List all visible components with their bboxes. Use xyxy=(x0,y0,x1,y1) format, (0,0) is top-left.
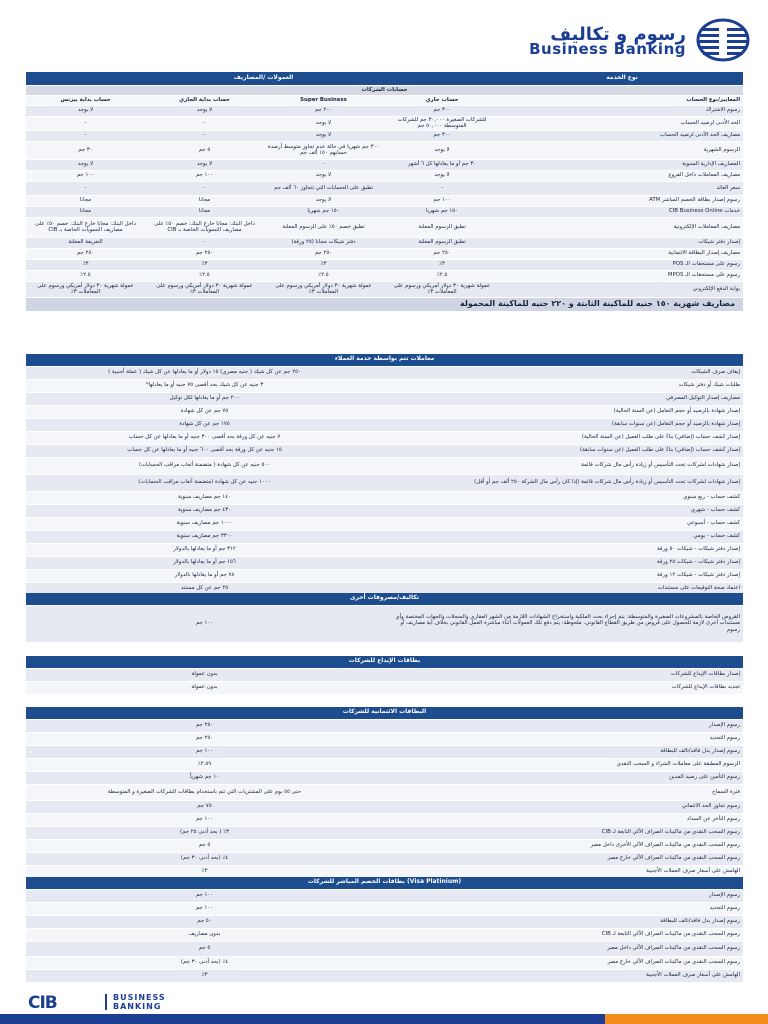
row-value: لا يوجد xyxy=(145,105,264,116)
row-value: عمولة شهرية ٣٠ دولار أمريكي ورسوم على المعاملات ٣٪ xyxy=(383,281,501,297)
row-label: فترة السماح xyxy=(383,784,743,800)
table-row xyxy=(26,270,743,281)
row-label: كشف حساب - شهري xyxy=(383,504,743,517)
row-value: لا يوجد xyxy=(264,116,383,130)
row-value: - xyxy=(145,237,264,248)
table-row xyxy=(26,159,743,170)
row-label: إصدار دفتر شيكات - شيكات ٥٠ ورقة xyxy=(383,543,743,556)
row-label: رسوم السحب النقدي من ماكينات الصراف الآلي خارج مصر xyxy=(383,852,743,865)
credit-cards-title: البطاقات الائتمانية للشركات xyxy=(26,707,743,719)
row-label: كشف حساب - أسبوعي xyxy=(383,517,743,530)
row-label: إصدار شهادات لشركات تحت التأسيس أو زيادة رأس مال شركات قائمة (إذا كان رأس مال الشركة ٢٥٠ ألف جم أو أقل) xyxy=(383,474,743,491)
table-row xyxy=(26,530,743,543)
row-value: ٥ جم xyxy=(145,141,264,159)
row-value: ١٧٥ جم عن كل شهادة xyxy=(26,418,383,431)
row-label: الرسوم الشهرية xyxy=(501,141,743,159)
row-label: مصاريف إصدار التوكيل المصرفي xyxy=(383,392,743,405)
row-value: داخل البنك: مجانا خارج البنك: خصم ٥٠٪ على مصاريف التسويات الخاصة بـ CIB xyxy=(26,217,145,237)
row-value: ٢٠٠ جم xyxy=(264,105,383,116)
table-row xyxy=(26,719,743,732)
row-value: تطبق الرسوم المعلنة xyxy=(383,217,501,237)
table-row xyxy=(26,217,743,237)
row-value: - xyxy=(26,130,145,141)
other-costs-title: تكاليف/مصروفات أخرى xyxy=(26,593,743,605)
row-value: ٣٣٠٠ جم مصاريف سنوية xyxy=(26,530,383,543)
table-row xyxy=(26,474,743,491)
title-english: Business Banking xyxy=(529,40,686,58)
row-value: ٢.٥٩٪ xyxy=(26,758,383,771)
row-label: إصدار كشف حساب (إضافي) بناءً على طلب العميل (عن سنوات سابقة) xyxy=(383,444,743,457)
row-label: إصدار شهادة بالرصيد أو حجم التعامل (عن سنوات سابقة) xyxy=(383,418,743,431)
row-value: ٧ جنيه عن كل ورقة بحد أقصى ٣٠٠ جنيه أو ما يعادلها عن كل حساب xyxy=(26,431,383,444)
row-value: ٤٣٠ جم مصاريف سنوية xyxy=(26,504,383,517)
row-value: دفتر شيكات مجانا (٢٥ ورقة) xyxy=(264,237,383,248)
table-row xyxy=(26,491,743,504)
row-value: ١٠ جم شهرياً xyxy=(26,771,383,784)
row-value: ١٥٠ جم شهريا xyxy=(264,206,383,217)
row-value: بدون عمولة xyxy=(26,681,383,694)
row-value: لا يوجد xyxy=(264,130,383,141)
table-row xyxy=(26,366,743,379)
row-value: داخل البنك: مجانا خارج البنك: خصم ٥٠٪ على مصاريف التسويات الخاصة بـ CIB xyxy=(145,217,264,237)
row-label: مصاريف إصدار البطاقة الائتمانية xyxy=(501,248,743,259)
table-row xyxy=(26,181,743,195)
row-value: ٣٪ xyxy=(26,969,383,982)
row-value: لا يوجد xyxy=(145,159,264,170)
row-label: رسوم إصدار بطاقة الخصم المباشر ATM xyxy=(501,195,743,206)
row-value: - xyxy=(26,116,145,130)
row-value: - xyxy=(264,159,383,170)
customer-service-section xyxy=(26,354,743,596)
col-header-bedaya-current: حساب بداية الجاري xyxy=(145,95,264,105)
row-value: ٢٥٠ جم عن كل شيك ( جنيه مصري) ١٥ دولار أو ما يعادلها عن كل شيك ( عملة أجنبية ) xyxy=(26,366,383,379)
row-label: رسوم التأمين على رصيد المدين xyxy=(383,771,743,784)
table-row xyxy=(26,902,743,915)
table-row xyxy=(26,237,743,248)
page-header xyxy=(0,0,768,70)
deposit-cards-title: بطاقات الإيداع للشركات xyxy=(26,656,743,668)
row-label: رسوم الإصدار xyxy=(383,719,743,732)
table-row xyxy=(26,784,743,800)
row-label: الحد الأدنى لرصيد الحساب xyxy=(501,116,743,130)
table-row xyxy=(26,259,743,270)
legal-fee-value: ١٠٠ جم xyxy=(26,605,383,642)
row-label: إصدار دفتر شيكات - شيكات ٢٥ ورقة xyxy=(383,556,743,569)
row-value: ٣٪ xyxy=(383,259,501,270)
table-row xyxy=(26,379,743,392)
row-value: ٣٠٠ جم شهريا في حالة عدم تجاوز متوسط أرصدة حسابهم ١٥٠ ألف جم xyxy=(264,141,383,159)
row-value: ٢٥ جم عن كل مستند xyxy=(26,582,383,595)
table-row xyxy=(26,956,743,969)
table-row xyxy=(26,405,743,418)
row-value: ١٠٠٠ جم مصاريف سنوية xyxy=(26,517,383,530)
row-value: ٣٠٠ جم xyxy=(383,105,501,116)
row-value: مجانا xyxy=(26,195,145,206)
row-value: لا يوجد xyxy=(264,195,383,206)
table-row xyxy=(26,281,743,297)
table-row xyxy=(26,569,743,582)
table-row xyxy=(26,248,743,259)
row-label: سعر العائد xyxy=(501,181,743,195)
footer-logo xyxy=(28,993,238,1011)
row-label: إصدار شهادة بالرصيد أو حجم التعامل (عن السنة الحالية) xyxy=(383,405,743,418)
table-row xyxy=(26,889,743,902)
row-value: لا يوجد xyxy=(383,141,501,159)
row-value: عمولة شهرية ٣٠ دولار أمريكي ورسوم على المعاملات ٣٪ xyxy=(145,281,264,297)
row-value: ٧٨ جم أو ما يعادلها بالدولار xyxy=(26,569,383,582)
row-value: ١٥٠ جم شهريا xyxy=(383,206,501,217)
pos-fees-note: مصاريف شهرية ١٥٠ جنيه للماكينة الثابتة و ٢٢٠ جنيه للماكينة المحمولة xyxy=(26,297,743,311)
row-value: ١٠٠ جم xyxy=(26,813,383,826)
footer-stripe-blue xyxy=(0,1014,605,1024)
table-row xyxy=(26,745,743,758)
table-row xyxy=(26,195,743,206)
row-label: تجديد بطاقات الإيداع للشركات xyxy=(383,681,743,694)
table-row xyxy=(26,517,743,530)
row-value: ١٠٠ جم xyxy=(26,889,383,902)
table-row xyxy=(26,852,743,865)
row-value: ٣٠٠ جم xyxy=(383,130,501,141)
table-row xyxy=(26,813,743,826)
row-value: ٣ جنيه عن كل شيك بحد أقصى ٧٥ جنيه أو ما يعادلها* xyxy=(26,379,383,392)
row-value: ١٥ جنيه عن كل ورقة بحد أقصى ٦٠٠ جنيه أو ما يعادلها عن كل حساب xyxy=(26,444,383,457)
row-label: إصدار بطاقات الإيداع للشركات xyxy=(383,668,743,681)
table-row xyxy=(26,392,743,405)
title-arabic: رسوم و تكاليف xyxy=(550,24,686,45)
row-value: ٣٪ ( بحد أدنى ٢٥ جم) xyxy=(26,826,383,839)
row-value: ١٤٠ جم مصاريف سنوية xyxy=(26,491,383,504)
table-row xyxy=(26,800,743,813)
row-value: ٥٠ جم xyxy=(26,915,383,928)
row-label: رسوم على مستحقات الـ MPOS xyxy=(501,270,743,281)
row-value: ١٠٠ جم xyxy=(26,745,383,758)
row-label: طلبات شيك أو دفتر شيكات xyxy=(383,379,743,392)
row-value: التعريفة المعلنة xyxy=(26,237,145,248)
table-row xyxy=(26,668,743,681)
row-value: ١٠٠ جم xyxy=(26,902,383,915)
row-value: تطبق خصم ٥٠٪ على الرسوم المعلنة xyxy=(264,217,383,237)
row-value: ٢٥٠ جم xyxy=(145,248,264,259)
row-value: ٣٪ xyxy=(145,259,264,270)
table-row xyxy=(26,556,743,569)
cib-logo-text: CIB xyxy=(28,993,57,1013)
row-value: تطبق الرسوم المعلنة xyxy=(383,237,501,248)
row-value: - xyxy=(383,181,501,195)
row-value: - xyxy=(145,181,264,195)
row-value: عمولة شهرية ٣٠ دولار أمريكي ورسوم على المعاملات ٣٪ xyxy=(26,281,145,297)
row-value: ١٥٦ جم أو ما يعادلها بالدولار xyxy=(26,556,383,569)
row-value: لا يوجد xyxy=(26,105,145,116)
row-value: ٥ جم xyxy=(26,941,383,956)
table-row xyxy=(26,504,743,517)
row-label: رسوم السحب النقدي من ماكينات الصراف الآلي التابعة لـ CIB xyxy=(383,826,743,839)
row-label: رسوم التجديد xyxy=(383,732,743,745)
row-label: إصدار شهادات لشركات تحت التأسيس أو زيادة رأس مال شركات قائمة xyxy=(383,457,743,474)
row-value: ٤٪ (بحد أدنى ٣٠ جم) xyxy=(26,852,383,865)
row-value: عمولة شهرية ٣٠ دولار أمريكي ورسوم على المعاملات ٣٪ xyxy=(264,281,383,297)
row-label: كشف حساب - ربع سنوي xyxy=(383,491,743,504)
row-label: اعتماد صحة التوقيعات على مستندات xyxy=(383,582,743,595)
row-value: ٣١٢ جم أو ما يعادلها بالدولار xyxy=(26,543,383,556)
row-label: رسوم الإصدار xyxy=(383,889,743,902)
credit-cards-section xyxy=(26,707,743,879)
row-label: بوابة الدفع الإلكتروني xyxy=(501,281,743,297)
deposit-cards-section xyxy=(26,656,743,695)
row-value: ٢.٥٪ xyxy=(26,270,145,281)
row-label: رسوم السحب النقدي من ماكينات الصراف الآلي الأخرى داخل مصر xyxy=(383,839,743,852)
row-value: ١٠٠٠ جنيه عن كل شهادة (متضمنة أتعاب مراقب الحسابات) xyxy=(26,474,383,491)
row-label: خدمات CIB Business Online xyxy=(501,206,743,217)
table-row xyxy=(26,457,743,474)
row-value: ٢٥٠ جم xyxy=(26,248,145,259)
row-value: بدون مصاريف xyxy=(26,928,383,941)
footer-line2: BANKING xyxy=(113,1002,162,1011)
row-value: ١٠٠ جم xyxy=(383,195,501,206)
row-value: ٤٪ (بحد أدنى ٣٠ جم) xyxy=(26,956,383,969)
table-row xyxy=(26,839,743,852)
table-row xyxy=(26,928,743,941)
row-value: ٧٥ جم عن كل شهادة xyxy=(26,405,383,418)
col-header-criteria: المعايير/نوع الحساب xyxy=(501,95,743,105)
row-value: - xyxy=(145,116,264,130)
row-label: رسوم الاشتراك xyxy=(501,105,743,116)
row-label: إيقاف صرف الشيكات xyxy=(383,366,743,379)
row-label: إصدار دفتر شيكات - شيكات ١٢ ورقة xyxy=(383,569,743,582)
row-label: رسوم السحب النقدي من ماكينات الصراف الآلي داخل مصر xyxy=(383,941,743,956)
row-value: ٣٪ xyxy=(264,259,383,270)
table-row xyxy=(26,418,743,431)
other-costs-section xyxy=(26,593,743,643)
row-label: رسوم التجديد xyxy=(383,902,743,915)
corporate-accounts-title: حسابات الشركات xyxy=(26,85,743,95)
row-value: تطبق على الحسابات التي تتجاوز ٦٠ ألف جم xyxy=(264,181,383,195)
col-header-current-account: حساب جاري xyxy=(383,95,501,105)
row-label: رسوم إصدار بدل فاقد/تالف للبطاقة xyxy=(383,915,743,928)
debit-cards-section xyxy=(26,877,743,983)
row-label: الرسوم المطبقة على معاملات الشراء و السحب النقدي xyxy=(383,758,743,771)
row-value: ٥٠٠ جنيه عن كل شهادة ( متضمنة أتعاب مراقب الحسابات) xyxy=(26,457,383,474)
table-row xyxy=(26,444,743,457)
table-row xyxy=(26,543,743,556)
row-value: ٢٥٠ جم xyxy=(264,248,383,259)
col-header-bedaya-business: حساب بداية بيزنس xyxy=(26,95,145,105)
legal-fee-label: القروض الخاصة بالمشروعات الصغيرة والمتوسطة: يتم إجراء بحث الملكية واستخراج الشهادات اللازمة من الشهر العقاري والسجلات والجهات المختصة وأي مستندات أخرى لازمة للحصول على قروض من طريق القطاع القانوني. ملحوظة: يتم دفع تلك العمولات أثناء مباشرة العمل القانوني بخلاف أية مصاريف أو رسوم xyxy=(383,605,743,642)
table-row xyxy=(26,170,743,181)
debit-cards-title: بطاقات الخصم المباشر للشركات (Visa Platinium) xyxy=(26,877,743,889)
row-label: رسوم تجاوز الحد الائتماني xyxy=(383,800,743,813)
footer-brand-text xyxy=(113,993,166,1011)
row-value: ٢٥٠ جم xyxy=(26,732,383,745)
row-label: رسوم السحب النقدي من ماكينات الصراف الآلي خارج مصر xyxy=(383,956,743,969)
row-value: ٢.٥٪ xyxy=(145,270,264,281)
row-value: لا يوجد xyxy=(264,170,383,181)
table-row xyxy=(26,681,743,694)
service-type-header: نوع الخدمة xyxy=(501,72,743,85)
row-value: ٧٥ جم xyxy=(26,800,383,813)
row-value: ٣٠ جم xyxy=(26,141,145,159)
row-label: الهامش على أسعار صرف العملات الأجنبية xyxy=(383,969,743,982)
row-value: ١٠٠ جم xyxy=(145,170,264,181)
row-value: بدون عمولة xyxy=(26,668,383,681)
row-value: - xyxy=(145,130,264,141)
row-label: رسوم السحب النقدي من ماكينات الصراف الآلي التابعة لـ CIB xyxy=(383,928,743,941)
table-row xyxy=(26,141,743,159)
col-header-super-business: Super Business xyxy=(264,95,383,105)
table-row xyxy=(26,771,743,784)
row-label: إصدار دفتر شيكات xyxy=(501,237,743,248)
table-row xyxy=(26,732,743,745)
row-label: مصاريف الحد الأدنى لرصيد الحساب xyxy=(501,130,743,141)
table-row xyxy=(26,105,743,116)
row-value: مجانا xyxy=(26,206,145,217)
corporate-accounts-section xyxy=(26,72,743,312)
table-row xyxy=(26,206,743,217)
row-value: ٢.٥٪ xyxy=(264,270,383,281)
cib-emblem-icon xyxy=(696,18,750,62)
row-label: مصاريف المعاملات الإلكترونية xyxy=(501,217,743,237)
row-value: للشركات الصغيرة ٣٠,٠٠٠ جم للشركات المتوسطة ٥٠,٠٠٠ جم xyxy=(383,116,501,130)
row-value: ٢٠٠ جم أو ما يعادلها لكل توكيل xyxy=(26,392,383,405)
row-label: المصاريف الإدارية السنوية xyxy=(501,159,743,170)
row-value: ٣٠ جم أو ما يعادلها كل ٦ أشهر xyxy=(383,159,501,170)
row-value: ٢.٥٪ xyxy=(383,270,501,281)
row-value: - xyxy=(26,181,145,195)
row-value: ٢٥٠ جم xyxy=(26,719,383,732)
row-value: مجانا xyxy=(145,206,264,217)
fees-header: العمولات /المصاريف xyxy=(26,72,501,85)
footer-divider xyxy=(105,994,107,1010)
row-label: مصاريف المعاملات داخل الفروع xyxy=(501,170,743,181)
row-value: ٣٪ xyxy=(26,259,145,270)
row-label: رسوم إصدار بدل فاقد/تالف للبطاقة xyxy=(383,745,743,758)
table-row xyxy=(26,826,743,839)
row-label: رسوم التأخر عن السداد xyxy=(383,813,743,826)
table-row xyxy=(26,915,743,928)
table-row xyxy=(26,116,743,130)
row-value: لا يوجد xyxy=(26,159,145,170)
row-value: ٣٪ xyxy=(26,865,383,878)
row-label: كشف حساب - يومي xyxy=(383,530,743,543)
row-value: حتى ٥٥ يوم على المشتريات التي تتم باستخدام بطاقات الشركات الصغيرة و المتوسطة xyxy=(26,784,383,800)
row-label: الهامش على أسعار صرف العملات الأجنبية xyxy=(383,865,743,878)
row-value: مجانا xyxy=(145,195,264,206)
table-row xyxy=(26,941,743,956)
footer-line1: BUSINESS xyxy=(113,993,166,1002)
table-row xyxy=(26,969,743,982)
table-row xyxy=(26,758,743,771)
table-row xyxy=(26,431,743,444)
customer-service-title: معاملات تتم بواسطة خدمة العملاء xyxy=(26,354,743,366)
row-value: ٥ جم xyxy=(26,839,383,852)
row-value: لا يوجد xyxy=(383,170,501,181)
footer-stripe xyxy=(0,1014,768,1024)
row-label: رسوم على مستحقات الـ POS xyxy=(501,259,743,270)
footer-stripe-orange xyxy=(605,1014,768,1024)
row-value: ٢٥٠ جم xyxy=(383,248,501,259)
row-label: إصدار كشف حساب (إضافي) بناءً على طلب العميل (عن السنة الحالية) xyxy=(383,431,743,444)
table-row xyxy=(26,130,743,141)
row-value: ١٠٠ جم xyxy=(26,170,145,181)
